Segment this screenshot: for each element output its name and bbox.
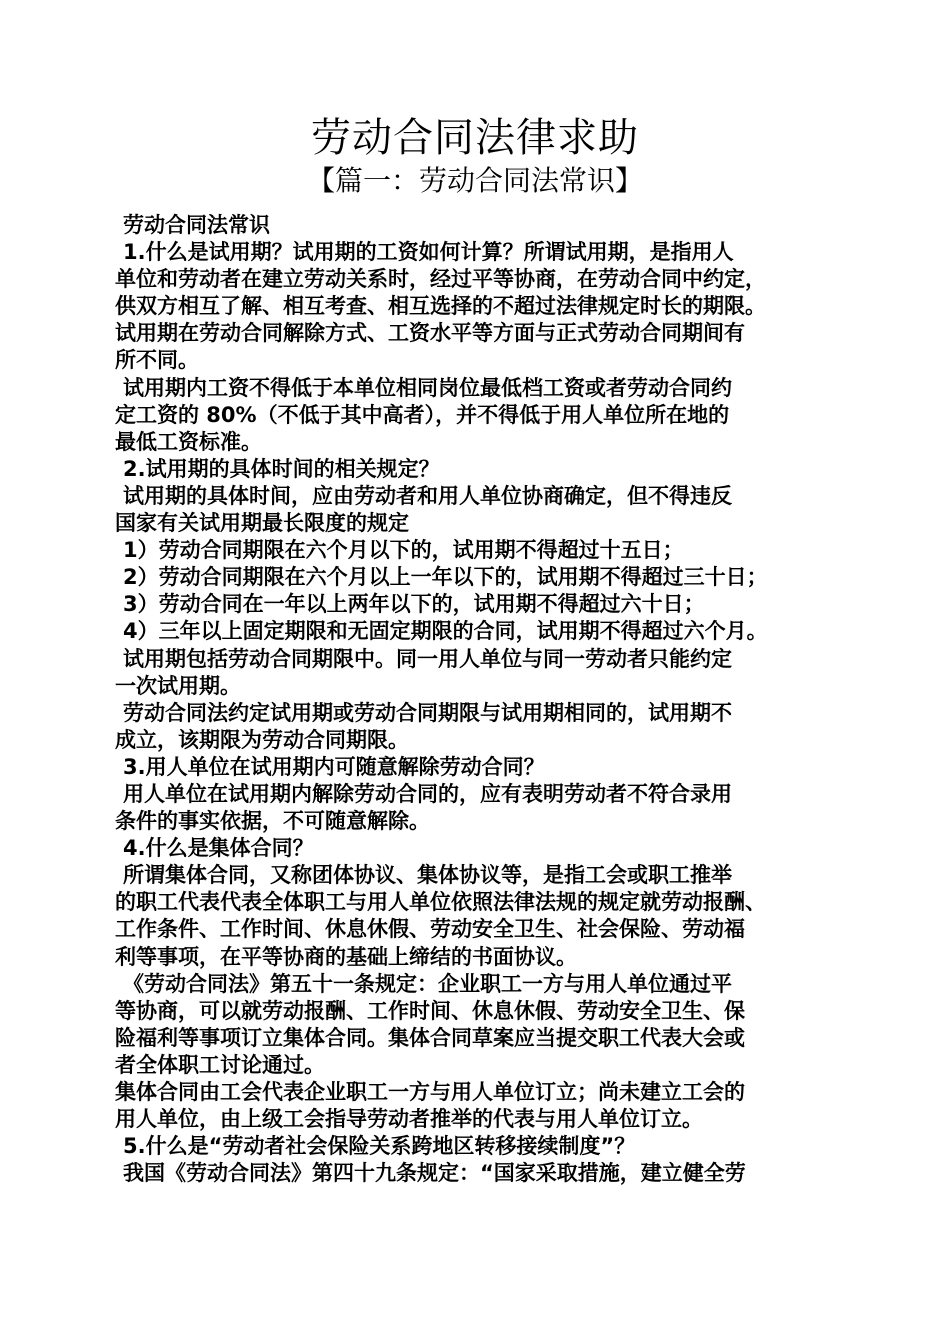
text-line: 国家有关试用期最长限度的规定 bbox=[115, 511, 409, 536]
text-line: 利等事项，在平等协商的基础上缔结的书面协议。 bbox=[115, 944, 577, 969]
text-line: 试用期在劳动合同解除方式、工资水平等方面与正式劳动合同期间有 bbox=[115, 321, 745, 346]
text-line: 1）劳动合同期限在六个月以下的，试用期不得超过十五日； bbox=[123, 538, 684, 563]
text-line: 者全体职工讨论通过。 bbox=[115, 1052, 325, 1077]
text-line: 所谓集体合同，又称团体协议、集体协议等，是指工会或职工推举 bbox=[123, 863, 732, 888]
text-line: 险福利等事项订立集体合同。集体合同草案应当提交职工代表大会或 bbox=[115, 1025, 745, 1050]
text-line: 3）劳动合同在一年以上两年以下的，试用期不得超过六十日； bbox=[123, 592, 705, 617]
text-line: 用人单位，由上级工会指导劳动者推举的代表与用人单位订立。 bbox=[115, 1107, 703, 1132]
document-body bbox=[115, 212, 855, 1187]
text-line: 定工资的 80%（不低于其中高者），并不得低于用人单位所在地的 bbox=[115, 402, 730, 427]
text-line: 2.试用期的具体时间的相关规定？ bbox=[123, 456, 440, 481]
text-line: 一次试用期。 bbox=[115, 673, 241, 698]
text-line: 工作条件、工作时间、休息休假、劳动安全卫生、社会保险、劳动福 bbox=[115, 917, 745, 942]
document-title: 劳动合同法律求助 bbox=[311, 115, 639, 161]
text-line: 试用期内工资不得低于本单位相同岗位最低档工资或者劳动合同约 bbox=[123, 375, 732, 400]
text-line: 5.什么是“劳动者社会保险关系跨地区转移接续制度”？ bbox=[123, 1134, 636, 1159]
text-line: 用人单位在试用期内解除劳动合同的，应有表明劳动者不符合录用 bbox=[123, 781, 732, 806]
document-subtitle: 【篇一：劳动合同法常识】 bbox=[306, 164, 643, 197]
text-line: 劳动合同法常识 bbox=[123, 213, 270, 237]
text-line: 所不同。 bbox=[115, 348, 199, 373]
text-line: 供双方相互了解、相互考查、相互选择的不超过法律规定时长的期限。 bbox=[115, 294, 766, 319]
text-line: 劳动合同法约定试用期或劳动合同期限与试用期相同的，试用期不 bbox=[123, 700, 732, 725]
text-line: 单位和劳动者在建立劳动关系时，经过平等协商，在劳动合同中约定， bbox=[115, 267, 766, 292]
text-line: 试用期的具体时间，应由劳动者和用人单位协商确定，但不得违反 bbox=[123, 483, 732, 508]
text-line: 等协商，可以就劳动报酬、工作时间、休息休假、劳动安全卫生、保 bbox=[115, 998, 745, 1023]
text-line: 1.什么是试用期？试用期的工资如何计算？所谓试用期，是指用人 bbox=[123, 240, 734, 265]
text-line: 3.用人单位在试用期内可随意解除劳动合同？ bbox=[123, 754, 545, 779]
text-line: 最低工资标准。 bbox=[115, 429, 262, 454]
text-line: 成立，该期限为劳动合同期限。 bbox=[115, 727, 409, 752]
text-line: 条件的事实依据，不可随意解除。 bbox=[115, 809, 430, 834]
text-line: 我国《劳动合同法》第四十九条规定：“国家采取措施，建立健全劳 bbox=[123, 1161, 746, 1186]
text-line: 2）劳动合同期限在六个月以上一年以下的，试用期不得超过三十日； bbox=[123, 565, 768, 590]
text-line: 《劳动合同法》第五十一条规定：企业职工一方与用人单位通过平 bbox=[123, 971, 732, 996]
text-line: 的职工代表代表全体职工与用人单位依照法律法规的规定就劳动报酬、 bbox=[115, 890, 766, 915]
text-line: 4）三年以上固定期限和无固定期限的合同，试用期不得超过六个月。 bbox=[123, 619, 768, 644]
text-line: 试用期包括劳动合同期限中。同一用人单位与同一劳动者只能约定 bbox=[123, 646, 732, 671]
text-line: 4.什么是集体合同？ bbox=[123, 836, 314, 861]
text-line: 集体合同由工会代表企业职工一方与用人单位订立；尚未建立工会的 bbox=[115, 1080, 745, 1104]
